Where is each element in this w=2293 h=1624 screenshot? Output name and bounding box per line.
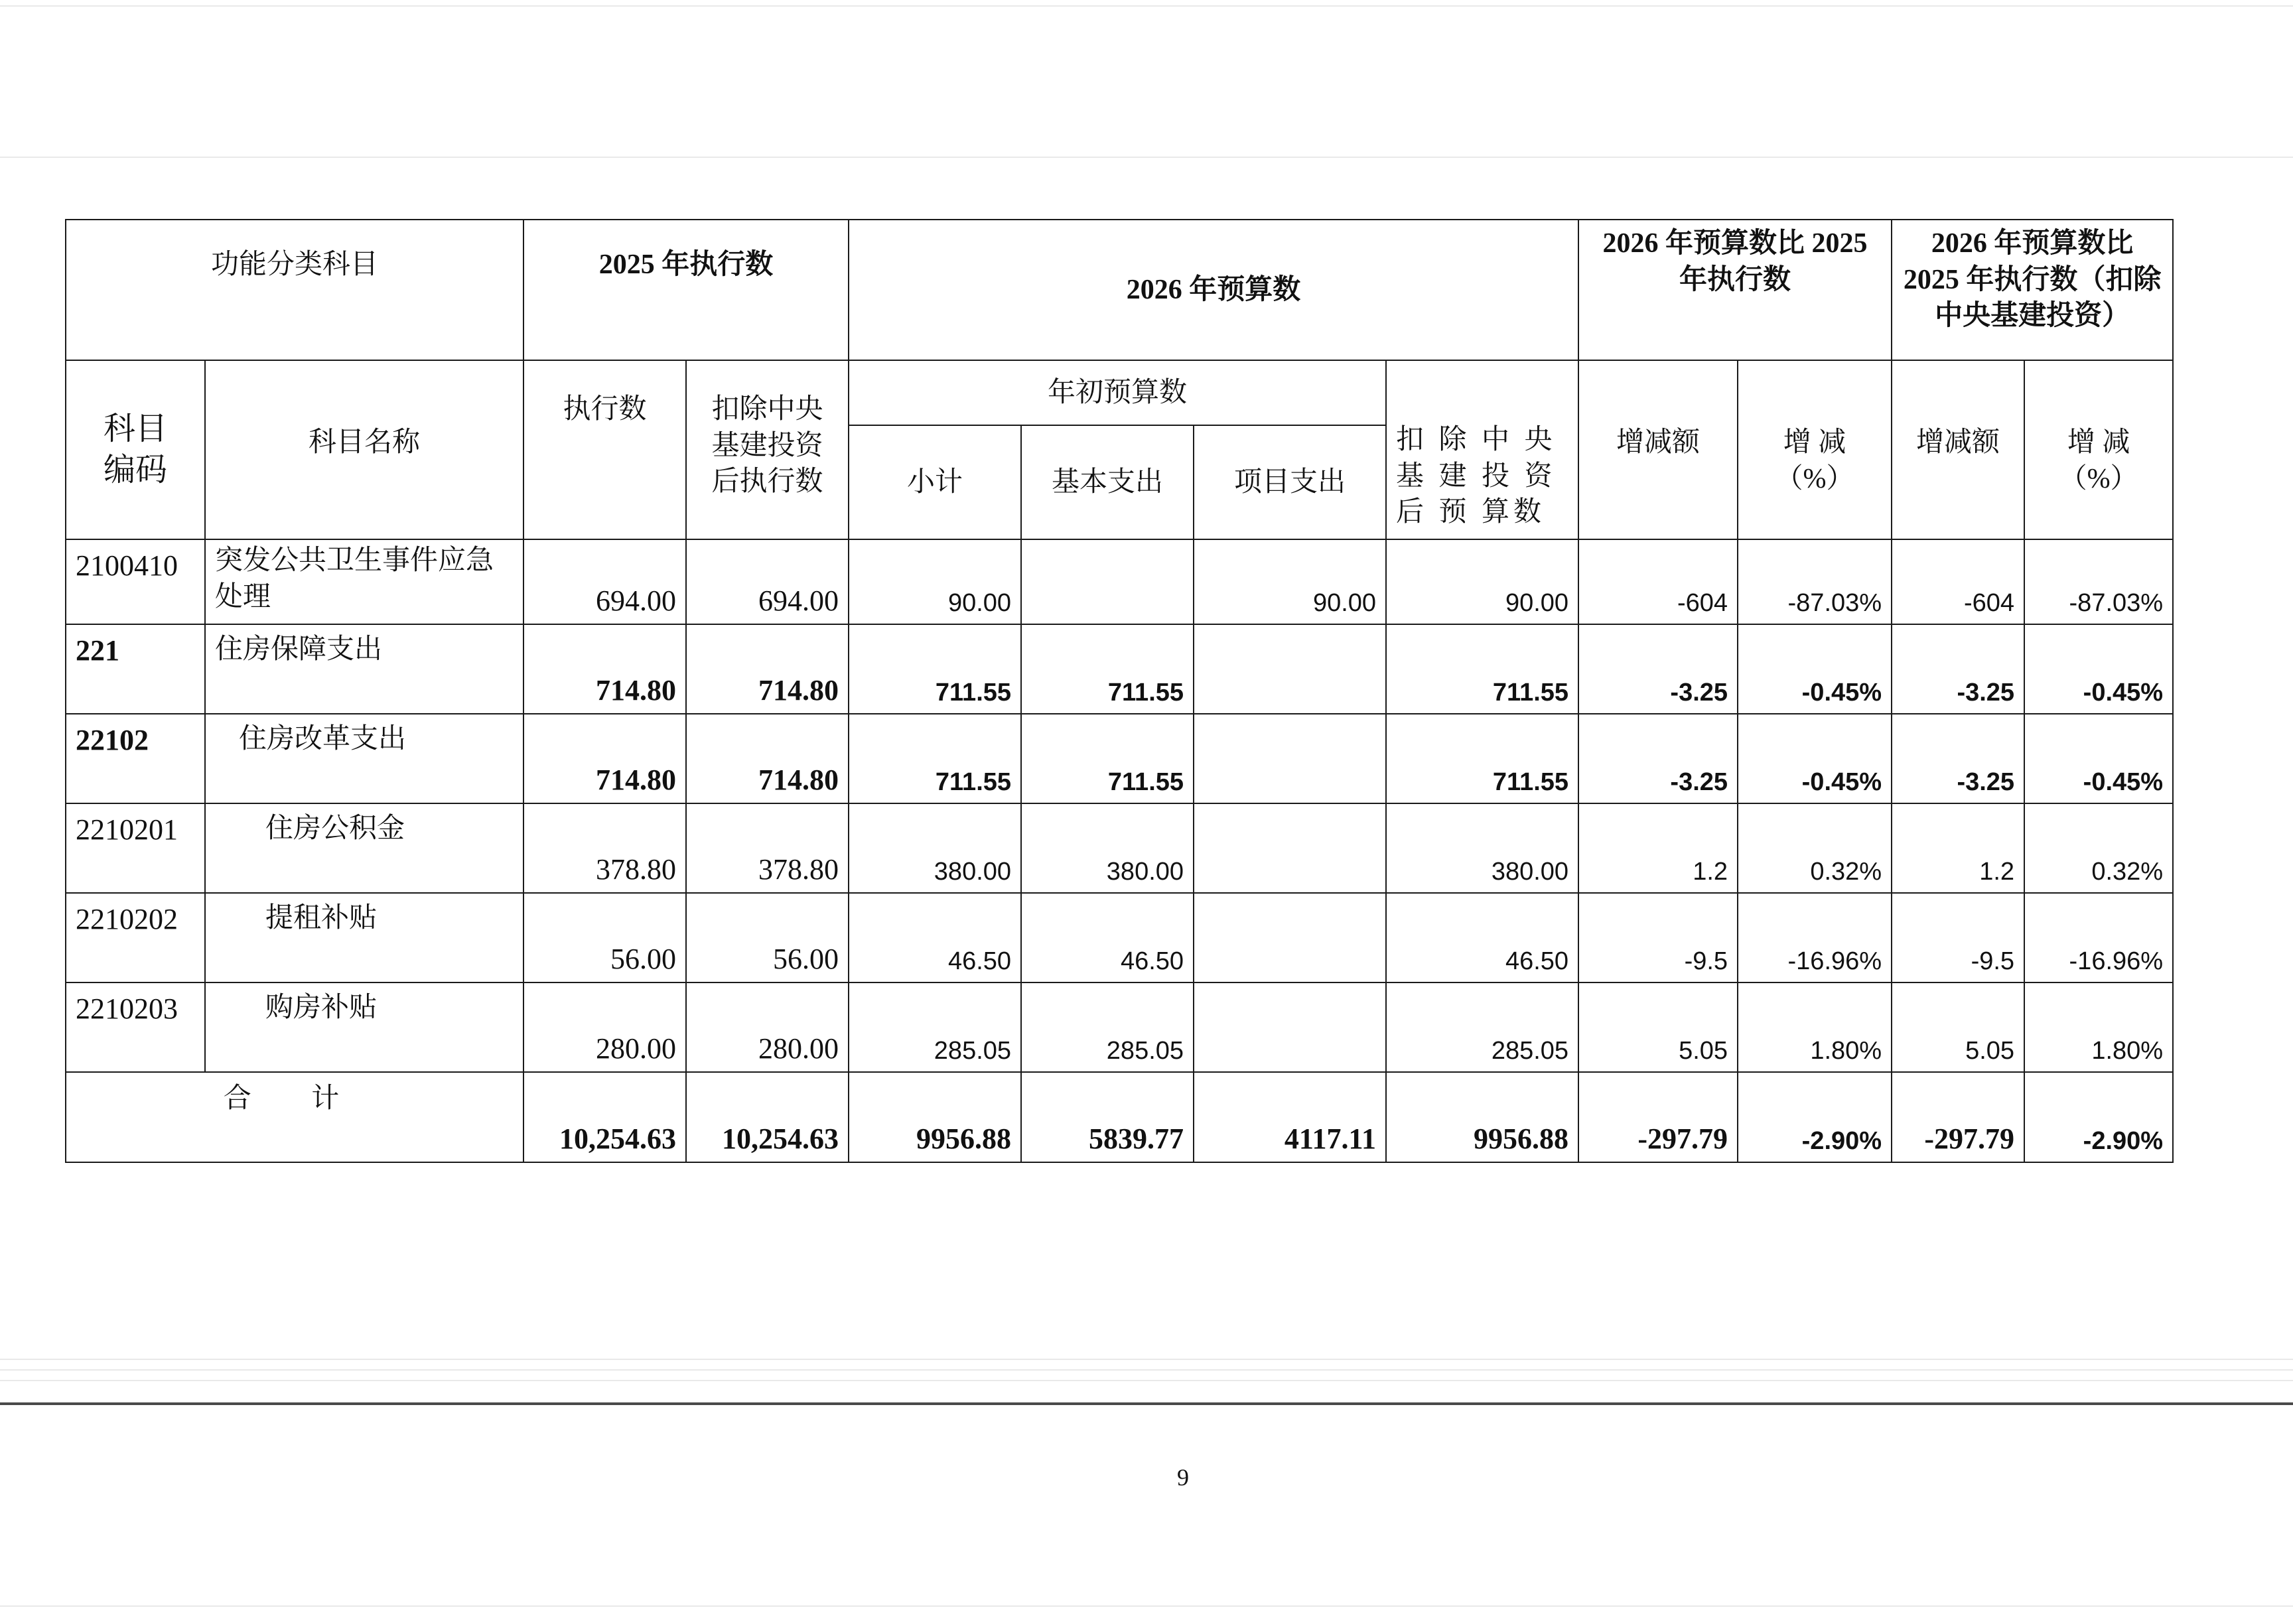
- exec-excl: 714.80: [686, 714, 849, 803]
- table-row: [66, 714, 2173, 803]
- change-pct: -87.03%: [1738, 539, 1892, 624]
- header-budget-excl: 扣 除 中 央 基 建 投 资 后 预 算数: [1386, 360, 1578, 539]
- change-amount-excl: 5.05: [1892, 982, 2024, 1072]
- budget-project: [1194, 982, 1386, 1072]
- change-amount: -3.25: [1578, 714, 1738, 803]
- exec-amount: 714.80: [523, 624, 686, 714]
- scan-line: [0, 1359, 2293, 1360]
- header-row-mid: [66, 360, 2173, 425]
- scan-line: [0, 1380, 2293, 1381]
- budget-subtotal: 90.00: [849, 539, 1021, 624]
- scan-line: [0, 1369, 2293, 1371]
- scan-line: [0, 1605, 2293, 1607]
- header-subtotal: 小计: [849, 425, 1021, 539]
- change-pct: 1.80%: [1738, 982, 1892, 1072]
- change-amount: -3.25: [1578, 624, 1738, 714]
- change-pct-excl: -0.45%: [2024, 624, 2173, 714]
- table-row: [66, 893, 2173, 982]
- change-pct: -0.45%: [1738, 624, 1892, 714]
- exec-amount: 56.00: [523, 893, 686, 982]
- budget-subtotal: 711.55: [849, 714, 1021, 803]
- header-initial-budget: 年初预算数: [849, 360, 1386, 425]
- header-change-amount: 增减额: [1578, 360, 1738, 539]
- exec-amount: 378.80: [523, 803, 686, 893]
- exec-excl: 694.00: [686, 539, 849, 624]
- budget-subtotal: 285.05: [849, 982, 1021, 1072]
- header-subject-code: 科目编码: [66, 360, 205, 539]
- budget-table: [65, 219, 2174, 1163]
- change-amount-excl: 1.2: [1892, 803, 2024, 893]
- budget-basic: 46.50: [1021, 893, 1194, 982]
- budget-excl: 380.00: [1386, 803, 1578, 893]
- budget-subtotal: 46.50: [849, 893, 1021, 982]
- total-change-amount: -297.79: [1578, 1072, 1738, 1162]
- table-row: [66, 539, 2173, 624]
- footer-rule: [0, 1402, 2293, 1405]
- header-change-amount-excl: 增减额: [1892, 360, 2024, 539]
- total-change-pct-excl: -2.90%: [2024, 1072, 2173, 1162]
- header-compare-exec: 2026 年预算数比 2025 年执行数: [1578, 220, 1892, 360]
- budget-basic: 380.00: [1021, 803, 1194, 893]
- subject-code: 2100410: [66, 539, 205, 624]
- total-budget-basic: 5839.77: [1021, 1072, 1194, 1162]
- table-row: [66, 803, 2173, 893]
- subject-code: 2210202: [66, 893, 205, 982]
- total-change-pct: -2.90%: [1738, 1072, 1892, 1162]
- subject-name: 住房保障支出: [205, 624, 523, 714]
- header-exec-amount: 执行数: [523, 360, 686, 539]
- subject-code: 221: [66, 624, 205, 714]
- total-budget-project: 4117.11: [1194, 1072, 1386, 1162]
- header-compare-excl: 2026 年预算数比 2025 年执行数（扣除中央基建投资）: [1892, 220, 2173, 360]
- subject-name: 住房公积金: [205, 803, 523, 893]
- budget-excl: 285.05: [1386, 982, 1578, 1072]
- change-pct: -16.96%: [1738, 893, 1892, 982]
- change-pct-excl: 1.80%: [2024, 982, 2173, 1072]
- header-change-pct-excl: 增 减 （%）: [2024, 360, 2173, 539]
- exec-excl: 280.00: [686, 982, 849, 1072]
- total-budget-excl: 9956.88: [1386, 1072, 1578, 1162]
- header-exec-excl: 扣除中央基建投资后执行数: [686, 360, 849, 539]
- table-row: [66, 982, 2173, 1072]
- total-label: 合 计: [66, 1072, 523, 1162]
- total-change-amount-excl: -297.79: [1892, 1072, 2024, 1162]
- budget-excl: 90.00: [1386, 539, 1578, 624]
- subject-name: 提租补贴: [205, 893, 523, 982]
- header-subject-name: 科目名称: [205, 360, 523, 539]
- budget-project: [1194, 714, 1386, 803]
- subject-name: [205, 539, 523, 624]
- total-exec-amount: 10,254.63: [523, 1072, 686, 1162]
- total-exec-excl: 10,254.63: [686, 1072, 849, 1162]
- change-amount-excl: -3.25: [1892, 624, 2024, 714]
- change-pct: -0.45%: [1738, 714, 1892, 803]
- change-pct-excl: 0.32%: [2024, 803, 2173, 893]
- change-amount-excl: -3.25: [1892, 714, 2024, 803]
- subject-name: 购房补贴: [205, 982, 523, 1072]
- budget-project: [1194, 803, 1386, 893]
- change-amount-excl: -604: [1892, 539, 2024, 624]
- budget-basic: 285.05: [1021, 982, 1194, 1072]
- exec-amount: 694.00: [523, 539, 686, 624]
- exec-amount: 714.80: [523, 714, 686, 803]
- change-amount: 5.05: [1578, 982, 1738, 1072]
- change-amount: -9.5: [1578, 893, 1738, 982]
- header-budget-2026: 2026 年预算数: [849, 220, 1578, 360]
- header-row-top: [66, 220, 2173, 360]
- budget-subtotal: 380.00: [849, 803, 1021, 893]
- budget-basic: 711.55: [1021, 714, 1194, 803]
- subject-name: 住房改革支出: [205, 714, 523, 803]
- exec-excl: 714.80: [686, 624, 849, 714]
- change-amount-excl: -9.5: [1892, 893, 2024, 982]
- header-exec-2025: 2025 年执行数: [523, 220, 849, 360]
- change-pct-excl: -0.45%: [2024, 714, 2173, 803]
- header-basic-expense: 基本支出: [1021, 425, 1194, 539]
- exec-amount: 280.00: [523, 982, 686, 1072]
- subject-code: 2210201: [66, 803, 205, 893]
- exec-excl: 378.80: [686, 803, 849, 893]
- budget-excl: 711.55: [1386, 714, 1578, 803]
- page-number: 9: [1177, 1464, 1189, 1491]
- budget-project: 90.00: [1194, 539, 1386, 624]
- change-pct-excl: -16.96%: [2024, 893, 2173, 982]
- budget-excl: 46.50: [1386, 893, 1578, 982]
- budget-basic: 711.55: [1021, 624, 1194, 714]
- scan-line: [0, 5, 2293, 7]
- subject-name-text: 突发公共卫生事件应急处理: [215, 545, 494, 612]
- total-row: [66, 1072, 2173, 1162]
- total-budget-subtotal: 9956.88: [849, 1072, 1021, 1162]
- subject-code: 2210203: [66, 982, 205, 1072]
- header-change-pct: 增 减 （%）: [1738, 360, 1892, 539]
- header-functional-category: 功能分类科目: [66, 220, 523, 360]
- change-amount: 1.2: [1578, 803, 1738, 893]
- budget-basic: [1021, 539, 1194, 624]
- change-amount: -604: [1578, 539, 1738, 624]
- exec-excl: 56.00: [686, 893, 849, 982]
- header-project-expense: 项目支出: [1194, 425, 1386, 539]
- budget-project: [1194, 624, 1386, 714]
- budget-project: [1194, 893, 1386, 982]
- table-row: [66, 624, 2173, 714]
- scan-line: [0, 157, 2293, 158]
- change-pct: 0.32%: [1738, 803, 1892, 893]
- budget-excl: 711.55: [1386, 624, 1578, 714]
- budget-subtotal: 711.55: [849, 624, 1021, 714]
- subject-code: 22102: [66, 714, 205, 803]
- change-pct-excl: -87.03%: [2024, 539, 2173, 624]
